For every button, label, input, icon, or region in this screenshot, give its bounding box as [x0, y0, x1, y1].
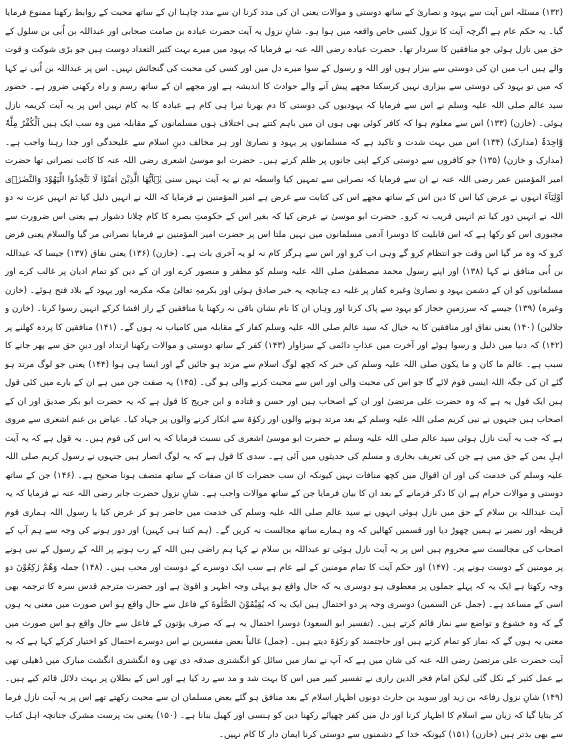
tafsir-footnotes-text [5, 4, 563, 745]
footnote-paragraph: جو کافروں سے دوستی کرکے اپنی جانوں پر ظلم کرتے ہیں۔ حضرت ابو موسیٰ اشعری رضی اللہ عنہ کا کاتب نصرانی تھا حضرت امیر المؤمنین عمر رضی اللہ عنہ نے ان سے فرمایا کہ نصرانی سے تمہیں کیا واسطہ تم نے یہ آیت نہیں سنی يٰۤاَيُّهَا الَّذِيْنَ اٰمَنُوْا لَا تَتَّخِذُوا الْيَهُوْدَ وَالنَّصٰرٰۤى اَوْلِيَآءَ انہوں نے عرض کیا اس کا دین اس کے ساتھ مجھے اس کی کتابت سے غرض ہے امیر المؤمنین نے فرمایا کہ اللہ نے انہیں ذلیل کیا تم انہیں عزت نہ دو اللہ نے انہیں دور کیا تم انہیں قریب نہ کرو۔ حضرت ابو موسیٰ نے عرض کیا کہ بغیر اس کے حکومتِ بصرہ کا کام چلانا دشوار ہے یعنی اس ضرورت سے مجبوری اس کو رکھا ہے کہ اس قابلیت کا دوسرا آدمی مسلمانوں میں نہیں ملتا اس پر حضرت امیر المؤمنین نے فرمایا نصرانی مر گیا والسلام یعنی فرض کرو کہ وہ مر گیا اس وقت جو انتظام کرو گے وہی اب کرو اور اس سے ہرگز کام نہ لو یہ آخری بات ہے۔ (خازن) (۱۳۶) یعنی نفاق (۱۳۷) جیسا کہ عبداللہ بن اُبی منافق نے کہا (۱۳۸) اور اپنے رسول محمد مصطفیٰ صلی اللہ علیہ وسلم کو مظفر و منصور کرے اور ان کے دین کو تمام ادیان پر غالب کرے اور مسلمانوں کو ان کے دشمن یہود و نصاریٰ وغیرہ کفار پر غلبہ دے چنانچہ یہ خبر صادق ہوئی اور بکرمہٖ تعالیٰ مکہ مکرمہ اور یہود کے بلاد فتح ہوئے۔ (خازن وغیرہ) (۱۳۹) جیسے کہ سرزمینِ حجاز کو یہود سے پاک کرنا اور وہاں ان کا نام نشان باقی نہ رکھنا یا منافقین کے راز افشا کرکے انہیں رسوا کرنا۔ (خازن و جلالین) (۱۴۰) یعنی نفاق اور منافقین کا یہ خیال کہ سید عالم صلی اللہ علیہ وسلم کفار کے مقابلہ میں کامیاب نہ ہوں گے۔ (۱۴۱) منافقین کا پردہ کھلنے پر (۱۴۲) کہ دنیا میں ذلیل و رسوا ہوئے اور آخرت میں عذابِ دائمی کے سزاوار (۱۴۳) کفر کے ساتھ دوستی و موالات رکھنا ارتداد اور دینِ حق سے پھر جانے کا سبب ہے۔ عالم ما کان و ما یکون صلی اللہ علیہ وسلم کی خبر کہ کچھ لوگ اسلام سے مرتد ہو جائیں گے اور ایسا ہی ہوا (۱۴۴) یعنی جو لوگ مرتد ہو گئے ان کی جگہ اللہ ایسی قوم لائے گا جو اس کی محبت والی اور اس سے محبت کرنے والی ہو گی۔ (۱۴۵) یہ صفت جن میں ہے [5, 156, 563, 388]
footnote-paragraph: ان کے بارے میں کئی قول ہیں ایک قول یہ ہے کہ وہ حضرت علی مرتضیٰ اور ان کے اصحاب ہیں اور حسن و قتادہ و ابن جریج کا قول ہے کہ یہ حضرت ابو بکر صدیق اور ان کے اصحاب ہیں جنہوں نے نبی کریم صلی اللہ علیہ وسلم کے بعد مرتد ہونے والوں اور زکوٰۃ سے انکار کرنے والوں پر جہاد کیا۔ عیاض بن غنم اشعری سے مروی ہے کہ جب یہ آیت نازل ہوئی سید عالم صلی اللہ علیہ وسلم نے حضرت ابو موسیٰ اشعری کی نسبت فرمایا کہ یہ اس کی قوم ہیں۔ یہ قول ہے کہ یہ آیت اہلِ یمن کے حق میں ہے جن کی تعریف بخاری و مسلم کی حدیثوں میں آئی ہے۔ سدی کا قول ہے کہ یہ لوگ انصار ہیں جنہوں نے رسول کریم صلی اللہ علیہ وسلم کی خدمت کی اور ان اقوال میں کچھ منافات نہیں کیونکہ ان سب حضرات کا ان صفات کے ساتھ متصف ہونا صحیح ہے۔ (۱۴۶) جن کے ساتھ دوستی و موالات حرام ہے ان کا ذکر فرمانے کے بعد ان کا بیان فرمایا جن کے ساتھ موالات واجب ہے۔ شانِ نزول حضرت جابر رضی اللہ عنہ نے فرمایا کہ یہ آیت عبداللہ بن سلام کے حق میں نازل ہوئی انہوں نے سید عالم صلی اللہ علیہ وسلم کی خدمت میں حاضر ہو کر عرض کیا یا رسول اللہ ہماری قوم قریظہ اور نضیر نے ہمیں چھوڑ دیا اور قسمیں کھالیں کہ وہ ہمارے ساتھ مجالست نہ کریں گے۔ (ہم کتنا ہی کہیں) اور دور ہونے کی وجہ سے ہم آپ کے اصحاب کی مجالست سے محروم ہیں اس پر یہ آیت نازل ہوئی تو عبداللہ بن سلام نے کہا ہم راضی ہیں اللہ کے رب ہونے پر اللہ کے رسول کے نبی ہونے پر مومنین کے دوست ہونے پر۔ (۱۴۷) اور حکم آیت کا تمام مومنین کے لیے عام ہے سب ایک دوسرے کے دوست اور محب ہیں۔ (۱۴۸) جملہ وَهُمْ رٰكِعُوْنَ دو وجہ رکھتا ہے ایک یہ کہ پہلے جملوں پر معطوف ہو دوسری یہ کہ حال واقع ہو پہلی وجہ اظہر و اقویٰ ہے اور حضرت مترجم قدس سرہ کا ترجمہ بھی اسی کے مساعد ہے۔ (جمل عن السمین) دوسری وجہ پر دو احتمال ہیں ایک یہ کہ يُقِيْمُوْنَ الصَّلٰوةَ کے فاعل سے حال واقع ہو اس صورت میں معنی یہ ہوں گے کہ وہ خشوع و تواضع سے نماز قائم کرتے ہیں۔ (تفسیر ابو السعود) دوسرا احتمال یہ ہے کہ صرف یؤتون کے فاعل سے حال واقع ہو اس صورت میں معنی یہ ہوں گے کہ نماز کو تمام کرتے ہیں اور حاجتمند کو زکوٰۃ دیتے ہیں۔ (جمل) غالباً بعض مفسرین نے اس دوسرے احتمال کو اختیار کرکے کہا ہے کہ یہ آیت حضرت علی مرتضیٰ رضی اللہ عنہ کی شان میں ہے کہ آپ نے نماز میں سائل کو انگشتری صدقہ دی تھی وہ انگشتری انگشت مبارک میں ڈھیلی تھی بے عمل کثیر کے نکل گئی لیکن امام فخر الدین رازی نے تفسیر کبیر میں اس کا بہت شد و مد سے رد کیا ہے اور اس کے بطلان پر بہت دلائل قائم کیے ہیں۔ (۱۴۹) شانِ نزول رفاعہ بن زید اور سوید بن حارث دونوں اظہار اسلام کے بعد منافق ہو گئے بعض مسلمان ان سے محبت رکھتے تھے اس پر یہ آیت نازل فرما کر بتایا گیا کہ زبان سے اسلام کا اظہار کرنا اور دل میں کفر چھپائے رکھنا دین کو ہنسی اور کھیل بنانا ہے۔ (۱۵۰) یعنی بت پرست مشرک جنانچہ اہل کتاب سے بھی بدتر ہیں (خازن) (۱۵۱) کیونکہ خدا کے دشمنوں سے دوستی کرنا ایمان دار کا کام نہیں۔ [5, 378, 563, 740]
footnote-paragraph: (۱۳۲) مسئلہ اس آیت سے یہود و نصاریٰ کے ساتھ دوستی و موالات یعنی ان کی مدد کرنا ان سے مدد چاہنا ان کے ساتھ محبت کے روابط رکھنا ممنوع فرمایا گیا۔ یہ حکم عام ہے اگرچہ آیت کا نزول کسی خاص واقعہ میں ہوا ہو۔ شانِ نزول یہ آیت حضرت عبادہ بن صامت صحابی اور عبداللہ بن اُبی بن سلول کے حق میں نازل ہوئی جو منافقین کا سردار تھا۔ حضرت عبادہ رضی اللہ عنہ نے فرمایا کہ یہود میں میرے بہت کثیر التعداد دوست ہیں جو بڑی شوکت و قوت والے ہیں اب میں ان کی دوستی سے بیزار ہوں اور اللہ و رسول کے سوا میرے دل میں اور کسی کی محبت کی گنجائش نہیں۔ اس پر عبداللہ بن اُبی نے کہا کہ میں تو یہود کی دوستی سے بیزاری نہیں کرسکتا مجھے پیش آنے والے حوادث کا اندیشہ ہے اور مجھے ان کے ساتھ رسم و راہ رکھنی ضرور ہے۔ حضور سید عالم صلی اللہ علیہ وسلم نے اس سے فرمایا کہ یہودیوں کی دوستی کا دم بھرنا تیرا ہی کام ہے عبادہ کا یہ کام نہیں اس پر یہ آیت کریمہ نازل ہوئی۔ (خازن) (۱۳۳) اس سے معلوم ہوا کہ کافر کوئی بھی ہوں ان میں باہم کتنے ہی اختلاف ہوں مسلمانوں کے مقابلہ میں وہ سب ایک ہیں اَلْکُفْرُ مِلَّۃٌ وَّاحِدَۃٌ (مدارک) (۱۳۴) اس میں بہت شدت و تاکید ہے کہ مسلمانوں پر یہود و نصاریٰ اور ہر مخالف دینِ اسلام سے علیحدگی اور جدا رہنا واجب ہے۔ (مدارک و خازن) (۱۳۵) [5, 8, 563, 166]
